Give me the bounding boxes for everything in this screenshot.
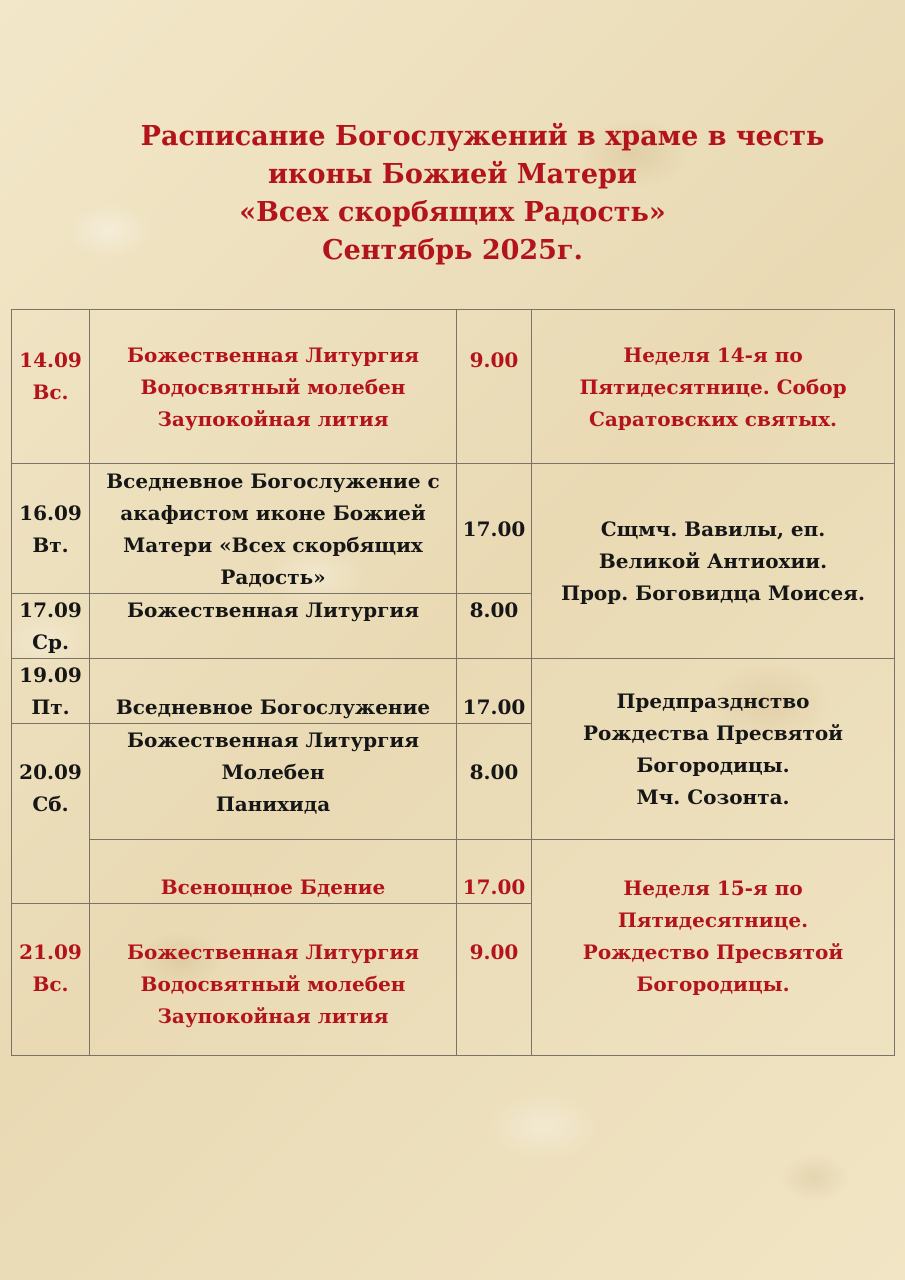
service-cell: Всенощное Бдение <box>90 840 457 904</box>
feast-line: Предпразднство <box>616 689 810 713</box>
weekday: Вс. <box>32 380 69 404</box>
feast-line: Рождество Пресвятой <box>582 940 844 964</box>
feast-cell <box>532 840 895 1056</box>
weekday: Пт. <box>31 695 70 719</box>
weekday: Вс. <box>32 972 69 996</box>
table-row <box>12 659 895 724</box>
weekday: Сб. <box>32 792 69 816</box>
feast-line: Саратовских святых. <box>589 406 837 431</box>
feast-line: Неделя 14-я по <box>623 342 803 367</box>
date-cell <box>12 464 90 594</box>
service-line: Молебен <box>221 760 325 784</box>
table-row <box>12 464 895 594</box>
time-cell: 8.00 <box>457 594 532 659</box>
date: 19.09 <box>19 663 82 687</box>
service-line: Водосвятный молебен <box>140 374 406 399</box>
feast-line: Рождества Пресвятой <box>582 721 844 745</box>
header-line-4: Сентябрь 2025г. <box>322 235 583 266</box>
feast-cell <box>532 310 895 464</box>
table-row <box>12 310 895 464</box>
date: 21.09 <box>19 940 82 964</box>
feast-line: Неделя 15-я по <box>623 876 803 900</box>
service-cell: Божественная Литургия <box>90 594 457 659</box>
time-cell: 17.00 <box>457 840 532 904</box>
table-row <box>12 840 895 904</box>
date-cell <box>12 724 90 904</box>
time-cell: 17.00 <box>457 464 532 594</box>
feast-line: Богородицы. <box>636 753 790 777</box>
header-line-1: Расписание Богослужений в храме в честь <box>140 121 825 152</box>
service-line: Радость» <box>220 564 326 589</box>
service-cell <box>90 904 457 1056</box>
weekday: Ср. <box>32 630 69 654</box>
date-cell <box>12 594 90 659</box>
time-cell: 17.00 <box>457 659 532 724</box>
feast-cell <box>532 464 895 659</box>
header-line-3: «Всех скорбящих Радость» <box>239 197 666 228</box>
service-line: Божественная Литургия <box>126 342 420 367</box>
service-line: Заупокойная лития <box>157 406 389 431</box>
time-cell: 9.00 <box>457 904 532 1056</box>
date: 20.09 <box>19 760 82 784</box>
service-cell <box>90 310 457 464</box>
feast-line: Прор. Боговидца Моисея. <box>561 581 865 605</box>
feast-line: Сщмч. Вавилы, еп. <box>600 517 826 541</box>
page-header <box>0 118 905 270</box>
feast-line: Пятидесятнице. <box>617 908 809 932</box>
feast-line: Пятидесятнице. Собор <box>579 374 847 399</box>
header-line-2: иконы Божией Матери <box>268 159 637 190</box>
service-line: акафистом иконе Божией <box>120 500 426 525</box>
feast-line: Богородицы. <box>636 972 790 996</box>
weekday: Вт. <box>32 532 69 557</box>
time-cell: 9.00 <box>457 310 532 464</box>
feast-line: Мч. Созонта. <box>636 785 790 809</box>
feast-line: Великой Антиохии. <box>598 549 828 573</box>
service-line: Матери «Всех скорбящих <box>123 532 423 557</box>
service-line: Водосвятный молебен <box>140 972 406 996</box>
date-cell <box>12 310 90 464</box>
service-line: Божественная Литургия <box>126 728 420 752</box>
date-cell <box>12 904 90 1056</box>
date: 14.09 <box>19 348 82 372</box>
service-line: Божественная Литургия <box>126 940 420 964</box>
service-cell <box>90 724 457 840</box>
schedule-table <box>11 309 895 1056</box>
service-cell: Вседневное Богослужение <box>90 659 457 724</box>
service-cell <box>90 464 457 594</box>
service-line: Панихида <box>215 792 331 816</box>
date: 17.09 <box>19 598 82 622</box>
date: 16.09 <box>19 500 82 525</box>
time-cell: 8.00 <box>457 724 532 840</box>
service-line: Вседневное Богослужение с <box>106 468 440 493</box>
service-line: Заупокойная лития <box>157 1004 389 1028</box>
feast-cell <box>532 659 895 840</box>
date-cell <box>12 659 90 724</box>
